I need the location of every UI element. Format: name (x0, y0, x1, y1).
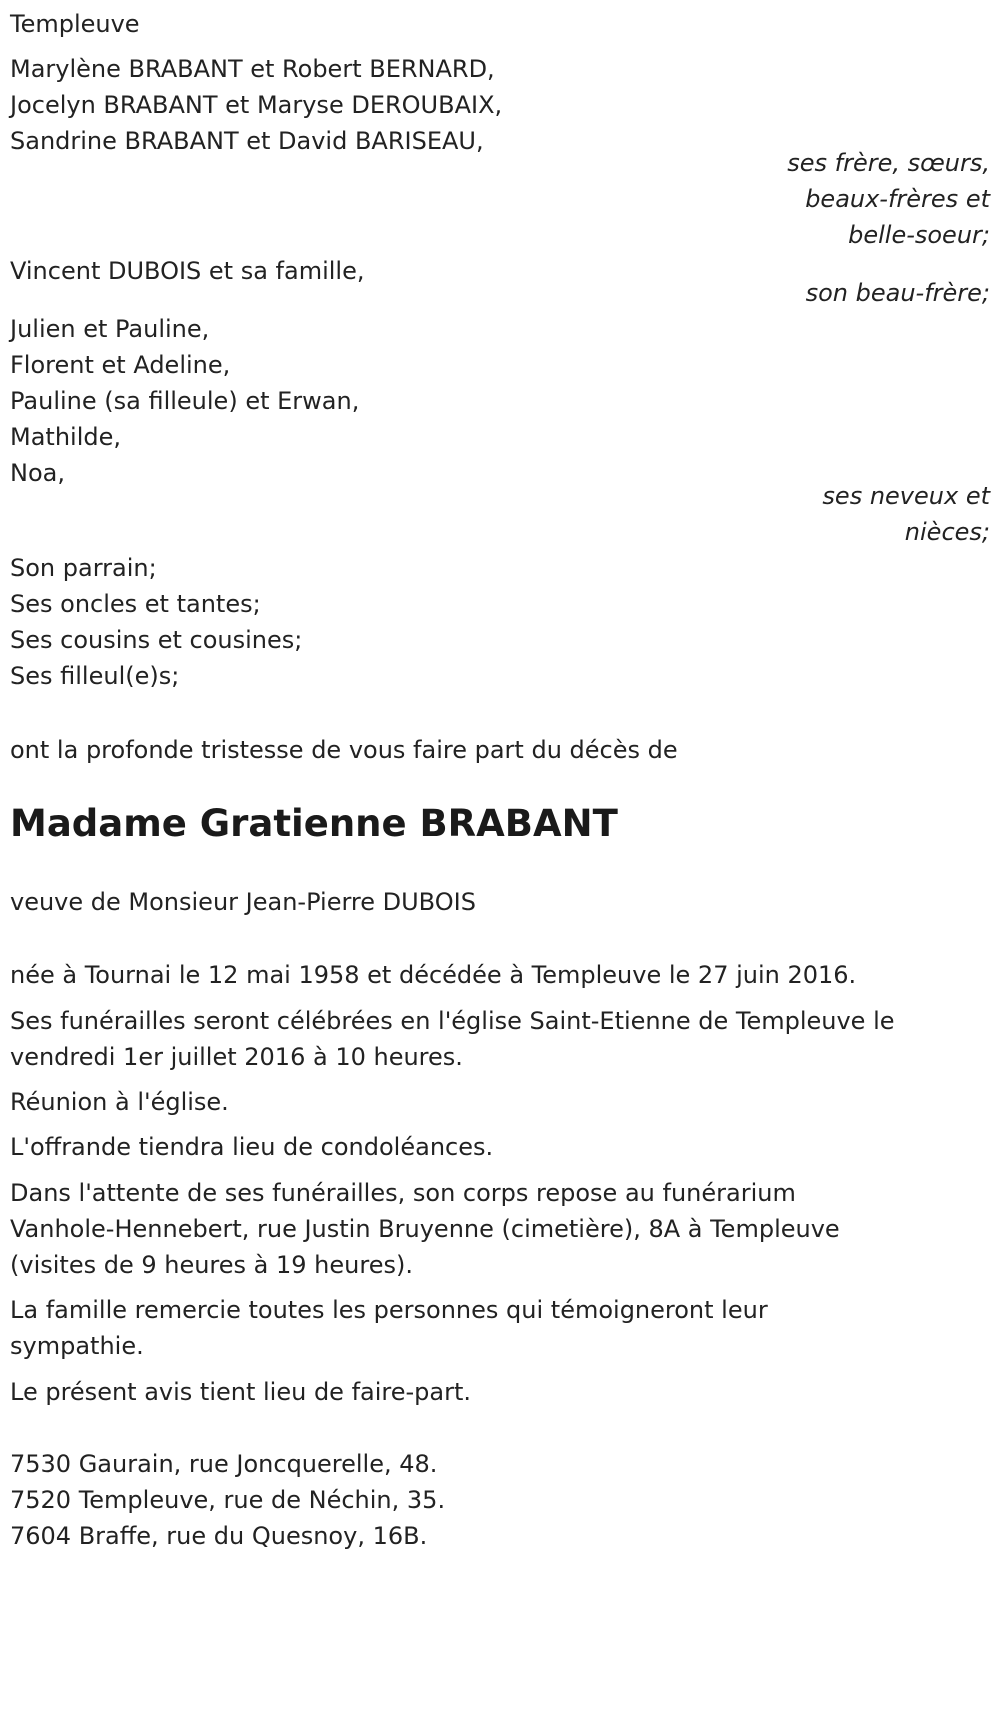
birth-death-text: née à Tournai le 12 mai 1958 et décédée à Templeuve le 27 juin 2016. (10, 961, 857, 989)
rest-text: (visites de 9 heures à 19 heures). (10, 1251, 413, 1279)
nephew-line: Noa, (10, 459, 65, 487)
brother-in-law-line: Vincent DUBOIS et sa famille, (10, 257, 365, 285)
rest-text: Vanhole-Hennebert, rue Justin Bruyenne (cimetière), 8A à Templeuve (10, 1215, 840, 1243)
nephew-line: Florent et Adeline, (10, 351, 231, 379)
nephew-line: Mathilde, (10, 423, 121, 451)
siblings-role: beaux-frères et (805, 185, 990, 213)
widow-of-text: veuve de Monsieur Jean-Pierre DUBOIS (10, 888, 476, 916)
deceased-name: Madame Gratienne BRABANT (10, 802, 618, 845)
funeral-text: Ses funérailles seront célébrées en l'église Saint-Etienne de Templeuve le (10, 1007, 895, 1035)
notice-text: Le présent avis tient lieu de faire-part. (10, 1378, 472, 1406)
address-line: 7520 Templeuve, rue de Néchin, 35. (10, 1486, 446, 1514)
sibling-line: Marylène BRABANT et Robert BERNARD, (10, 55, 495, 83)
other-relative-line: Son parrain; (10, 554, 157, 582)
nephew-line: Julien et Pauline, (10, 315, 210, 343)
other-relative-line: Ses cousins et cousines; (10, 626, 303, 654)
sibling-line: Sandrine BRABANT et David BARISEAU, (10, 127, 484, 155)
sibling-line: Jocelyn BRABANT et Maryse DEROUBAIX, (10, 91, 503, 119)
address-line: 7530 Gaurain, rue Joncquerelle, 48. (10, 1450, 438, 1478)
funeral-text: vendredi 1er juillet 2016 à 10 heures. (10, 1043, 463, 1071)
siblings-role: ses frère, sœurs, (787, 149, 990, 177)
announcement-text: ont la profonde tristesse de vous faire part du décès de (10, 736, 678, 764)
other-relative-line: Ses oncles et tantes; (10, 590, 261, 618)
meeting-text: Réunion à l'église. (10, 1088, 229, 1116)
place-heading: Templeuve (10, 10, 140, 38)
offering-text: L'offrande tiendra lieu de condoléances. (10, 1133, 494, 1161)
address-line: 7604 Braffe, rue du Quesnoy, 16B. (10, 1522, 428, 1550)
nephew-line: Pauline (sa filleule) et Erwan, (10, 387, 360, 415)
other-relative-line: Ses filleul(e)s; (10, 662, 180, 690)
siblings-role: belle-soeur; (848, 221, 990, 249)
brother-in-law-role: son beau-frère; (805, 279, 990, 307)
nephews-role: ses neveux et (822, 482, 990, 510)
thanks-text: La famille remercie toutes les personnes qui témoigneront leur (10, 1296, 768, 1324)
thanks-text: sympathie. (10, 1332, 144, 1360)
rest-text: Dans l'attente de ses funérailles, son corps repose au funérarium (10, 1179, 796, 1207)
nephews-role: nièces; (904, 518, 990, 546)
